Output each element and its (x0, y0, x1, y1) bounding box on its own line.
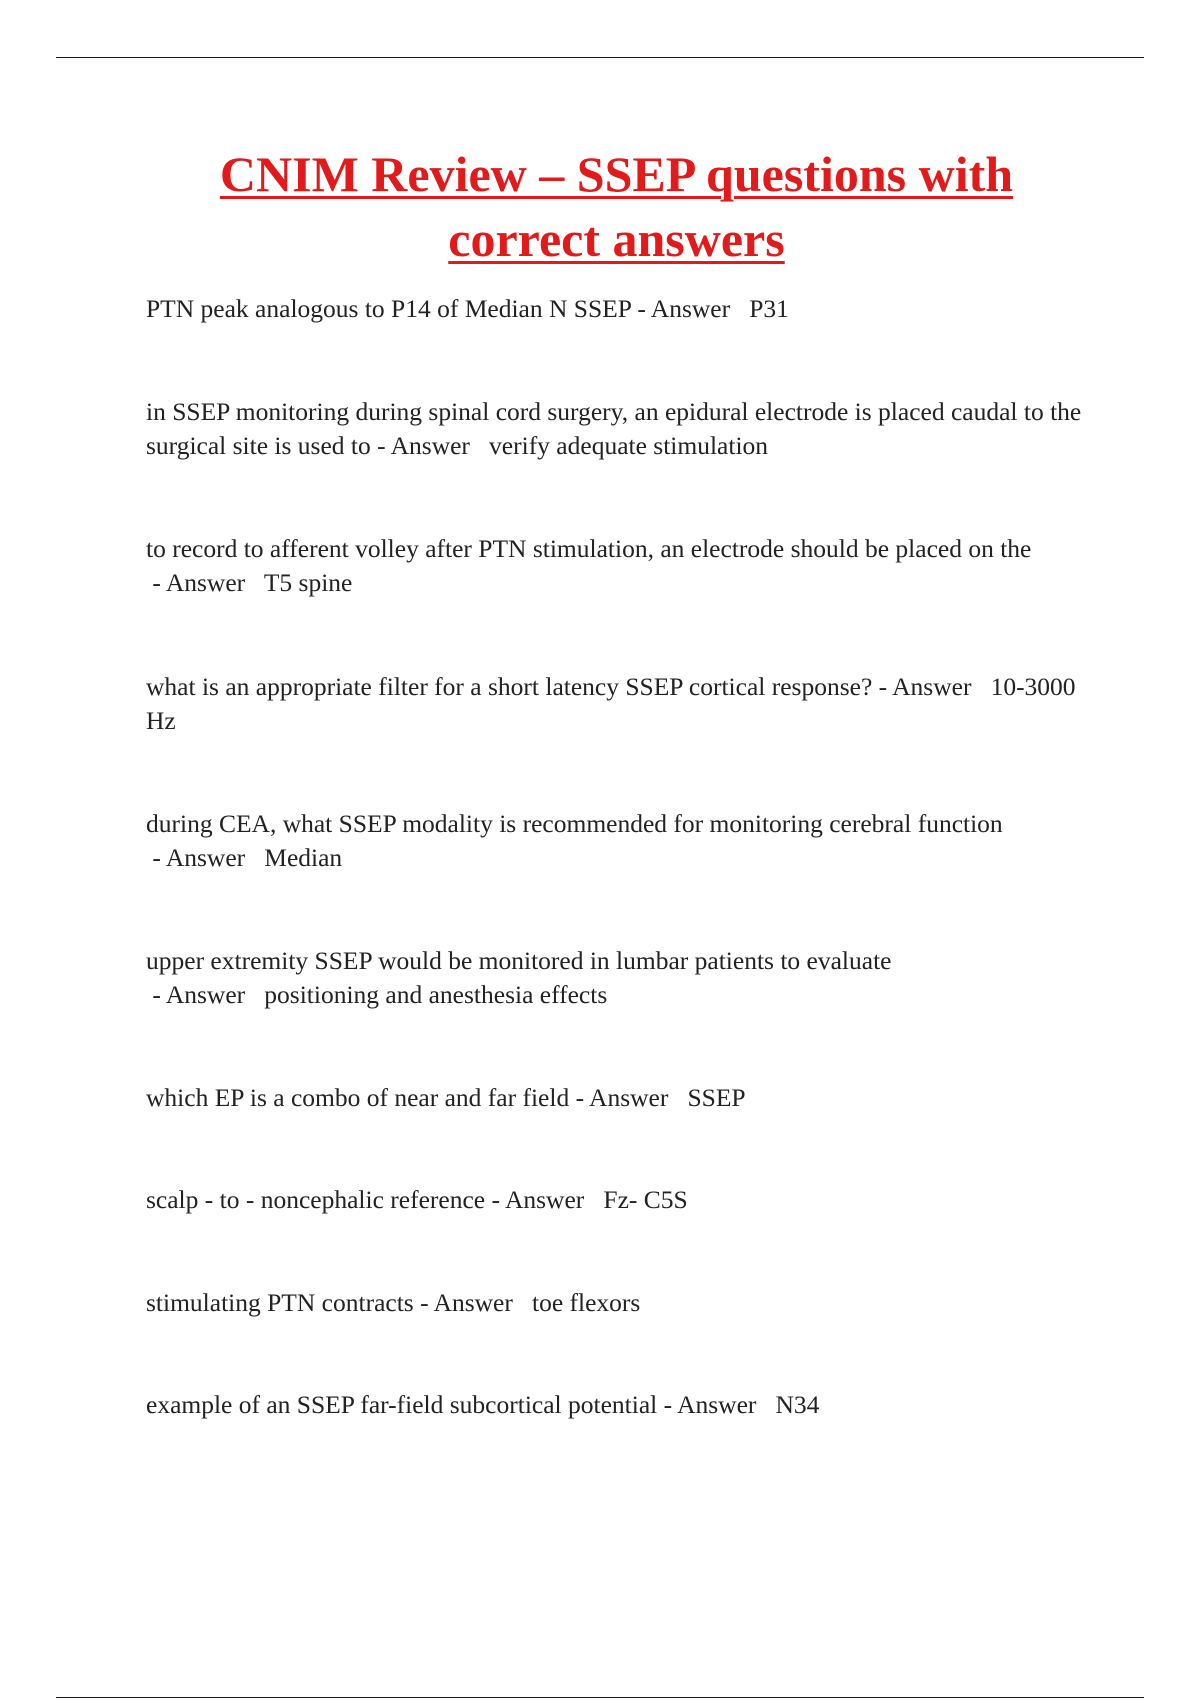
answer-text: SSEP (687, 1083, 746, 1112)
answer-text: T5 spine (263, 568, 353, 597)
qa-item-2 (146, 395, 1096, 463)
question-text: to record to afferent volley after PTN stimulation, an electrode should be placed on the (146, 534, 1032, 563)
qa-item-3 (146, 532, 1096, 600)
answer-text: verify adequate stimulation (489, 431, 769, 460)
answer-separator: - Answer (630, 294, 750, 323)
bottom-rule (56, 1697, 1144, 1698)
answer-text: P31 (749, 294, 789, 323)
answer-separator: - Answer (146, 980, 265, 1009)
answer-text: toe flexors (532, 1288, 641, 1317)
qa-item-8 (146, 1183, 1096, 1217)
answer-text: N34 (775, 1390, 820, 1419)
answer-text: 10-3000 Hz (146, 672, 1076, 735)
qa-item-6 (146, 944, 1096, 1012)
title-line-2: correct answers (448, 211, 785, 267)
top-rule (56, 57, 1144, 58)
qa-item-4 (146, 670, 1096, 738)
question-text: stimulating PTN contracts (146, 1288, 414, 1317)
answer-separator: - Answer (657, 1390, 776, 1419)
question-text: in SSEP monitoring during spinal cord surgery, an epidural electrode is placed caudal to the surgical site is used to (146, 397, 1082, 460)
question-text: which EP is a combo of near and far field (146, 1083, 570, 1112)
answer-separator: - Answer (569, 1083, 688, 1112)
qa-item-7 (146, 1081, 1096, 1115)
answer-text: Fz- C5S (603, 1185, 688, 1214)
answer-separator: - Answer (485, 1185, 604, 1214)
answer-separator: - Answer (146, 568, 264, 597)
answer-separator: - Answer (146, 843, 265, 872)
qa-item-9 (146, 1286, 1096, 1320)
qa-item-10 (146, 1388, 1096, 1422)
qa-item-1 (146, 292, 1096, 326)
qa-item-5 (146, 807, 1096, 875)
answer-separator: - Answer (872, 672, 991, 701)
question-text: example of an SSEP far-field subcortical potential (146, 1390, 658, 1419)
question-text: scalp - to - noncephalic reference (146, 1185, 486, 1214)
question-text: upper extremity SSEP would be monitored in lumbar patients to evaluate (146, 946, 892, 975)
answer-separator: - Answer (370, 431, 490, 460)
answer-text: positioning and anesthesia effects (264, 980, 608, 1009)
question-text: what is an appropriate filter for a short latency SSEP cortical response? (146, 672, 873, 701)
answer-separator: - Answer (413, 1288, 532, 1317)
document-title (0, 142, 1200, 272)
question-text: during CEA, what SSEP modality is recommended for monitoring cerebral function (146, 809, 1003, 838)
answer-text: Median (264, 843, 343, 872)
title-line-1: CNIM Review – SSEP questions with (219, 146, 1014, 202)
question-text: PTN peak analogous to P14 of Median N SSEP (146, 294, 631, 323)
